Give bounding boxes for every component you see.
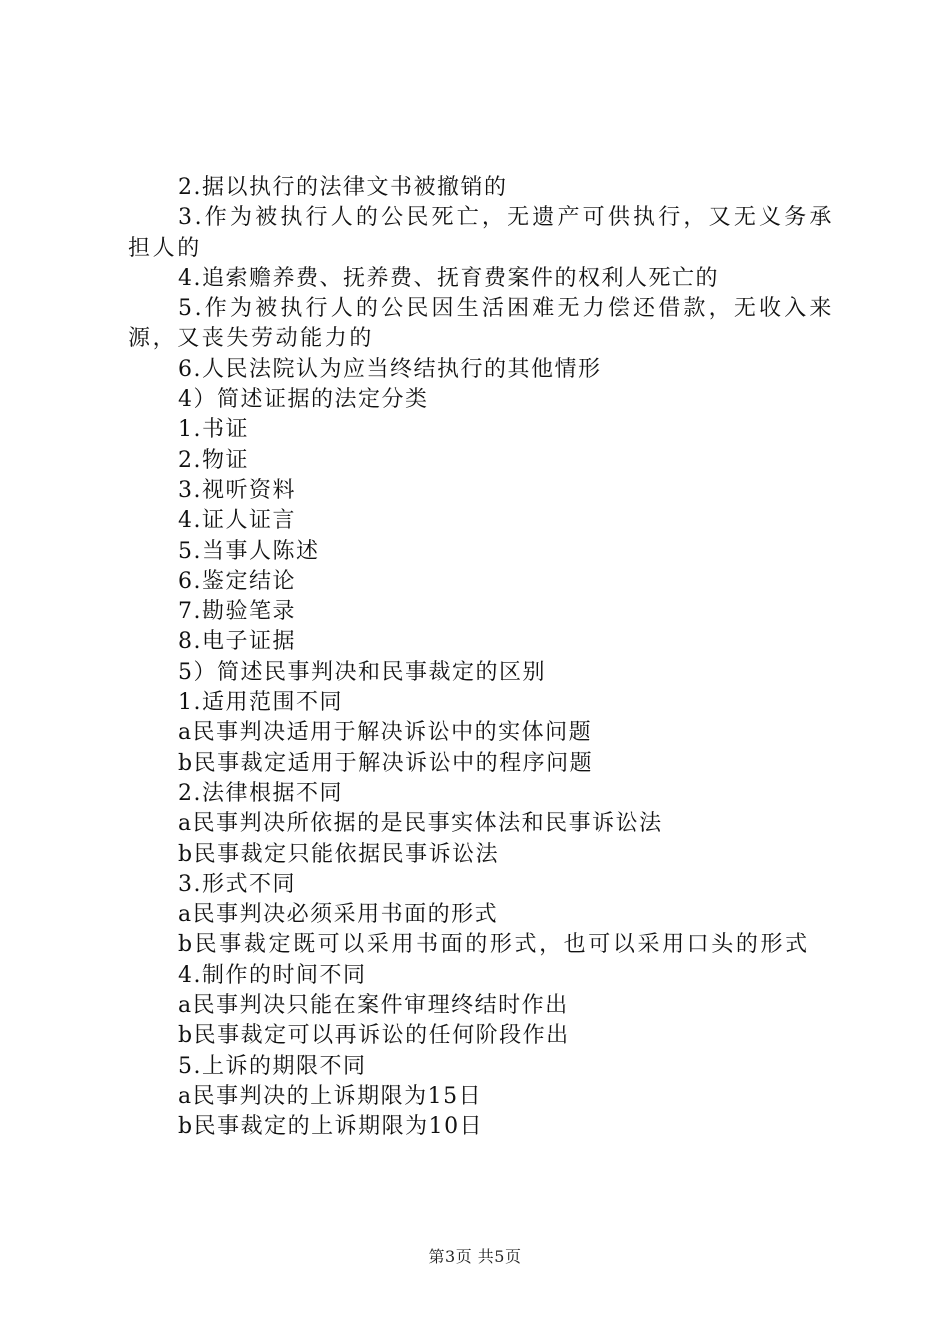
list-item: b民事裁定既可以采用书面的形式，也可以采用口头的形式: [178, 932, 810, 958]
list-item: a民事判决只能在案件审理终结时作出: [178, 993, 569, 1019]
list-item: 2.法律根据不同: [178, 780, 343, 806]
list-item: 1.适用范围不同: [178, 690, 343, 716]
list-item: a民事判决适用于解决诉讼中的实体问题: [178, 720, 593, 746]
paragraph: 2.据以执行的法律文书被撤销的: [178, 175, 508, 200]
list-item: 7.勘验笔录: [178, 599, 296, 625]
list-item: b民事裁定的上诉期限为10日: [178, 1114, 484, 1140]
list-item: 4.制作的时间不同: [178, 962, 367, 988]
list-item: 3.形式不同: [178, 871, 296, 897]
page-number-footer: 第3页 共5页: [428, 1247, 522, 1266]
paragraph: 3.作为被执行人的公民死亡，无遗产可供执行，又无义务承担人的: [128, 205, 834, 261]
paragraph: 5.作为被执行人的公民因生活困难无力偿还借款，无收入来源，又丧失劳动能力的: [128, 296, 834, 352]
list-item: 5.当事人陈述: [178, 538, 320, 564]
list-item: 4.证人证言: [178, 508, 296, 534]
list-item: a民事判决必须采用书面的形式: [178, 902, 499, 928]
section-heading: 5）简述民事判决和民事裁定的区别: [178, 659, 546, 685]
list-item: a民事判决所依据的是民事实体法和民事诉讼法: [178, 811, 663, 837]
list-item: 8.电子证据: [178, 629, 296, 655]
list-item: 2.物证: [178, 447, 249, 473]
list-item: b民事裁定只能依据民事诉讼法: [178, 841, 500, 867]
list-item: a民事判决的上诉期限为15日: [178, 1083, 483, 1109]
list-item: b民事裁定可以再诉讼的任何阶段作出: [178, 1023, 570, 1049]
list-item: 1.书证: [178, 417, 249, 443]
list-item: 6.鉴定结论: [178, 568, 296, 594]
list-item: 3.视听资料: [178, 477, 296, 503]
document-body: [128, 173, 834, 1143]
paragraph: 4.追索赡养费、抚养费、抚育费案件的权利人死亡的: [178, 265, 719, 291]
paragraph: 6.人民法院认为应当终结执行的其他情形: [178, 356, 602, 382]
list-item: b民事裁定适用于解决诉讼中的程序问题: [178, 750, 594, 776]
list-item: 5.上诉的期限不同: [178, 1053, 367, 1079]
section-heading: 4）简述证据的法定分类: [178, 387, 429, 413]
